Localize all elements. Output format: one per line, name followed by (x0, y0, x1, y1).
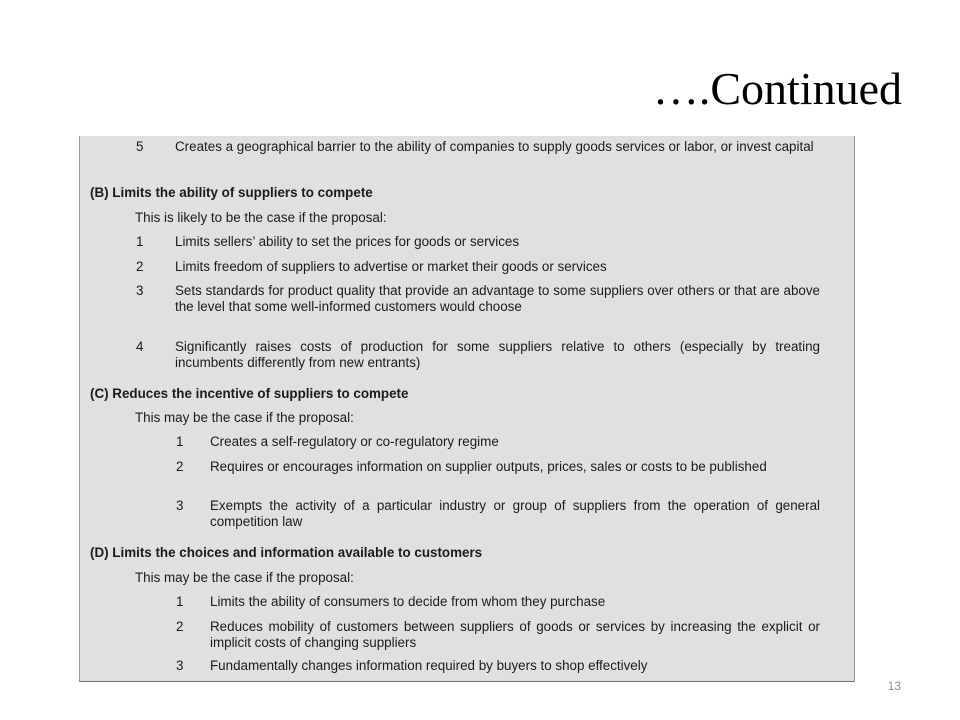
checklist-panel (79, 136, 855, 682)
item-number: 3 (176, 498, 184, 513)
item-number: 4 (136, 339, 144, 354)
item-number: 1 (176, 594, 184, 609)
section-b-intro: This is likely to be the case if the proposal: (135, 210, 387, 225)
section-d-heading: (D) Limits the choices and information available to customers (90, 545, 483, 560)
item-text: Reduces mobility of customers between suppliers of goods or services by increasing the explicit or implicit costs of changing suppliers (210, 619, 820, 650)
item-number: 1 (176, 434, 184, 449)
section-c-intro: This may be the case if the proposal: (135, 410, 354, 425)
item-text: Limits sellers’ ability to set the prices for goods or services (175, 234, 520, 249)
item-number: 2 (176, 619, 184, 634)
item-text: Creates a geographical barrier to the ability of companies to supply goods services or labor, or invest capital (175, 139, 814, 154)
section-d-intro: This may be the case if the proposal: (135, 570, 354, 585)
item-number: 1 (136, 234, 144, 249)
item-number: 2 (176, 459, 184, 474)
item-text: Creates a self-regulatory or co-regulatory regime (210, 434, 499, 449)
page-number: 13 (887, 679, 901, 693)
slide-title: ….Continued (652, 63, 902, 114)
item-text: Limits the ability of consumers to decide from whom they purchase (210, 594, 606, 609)
item-number: 2 (136, 259, 144, 274)
item-text: Exempts the activity of a particular industry or group of suppliers from the operation of general competition law (210, 498, 820, 529)
section-c-heading: (C) Reduces the incentive of suppliers to compete (90, 386, 409, 401)
item-text: Sets standards for product quality that provide an advantage to some suppliers over others or that are above the level that some well-informed customers would choose (175, 283, 820, 314)
item-text: Fundamentally changes information required by buyers to shop effectively (210, 658, 648, 673)
item-number: 5 (136, 139, 144, 154)
item-text: Limits freedom of suppliers to advertise or market their goods or services (175, 259, 607, 274)
item-number: 3 (176, 658, 184, 673)
item-text: Significantly raises costs of production for some suppliers relative to others (especially by treating incumbents differently from new entrants) (175, 339, 820, 370)
item-text: Requires or encourages information on supplier outputs, prices, sales or costs to be published (210, 459, 767, 474)
item-number: 3 (136, 283, 144, 298)
section-b-heading: (B) Limits the ability of suppliers to compete (90, 185, 373, 200)
